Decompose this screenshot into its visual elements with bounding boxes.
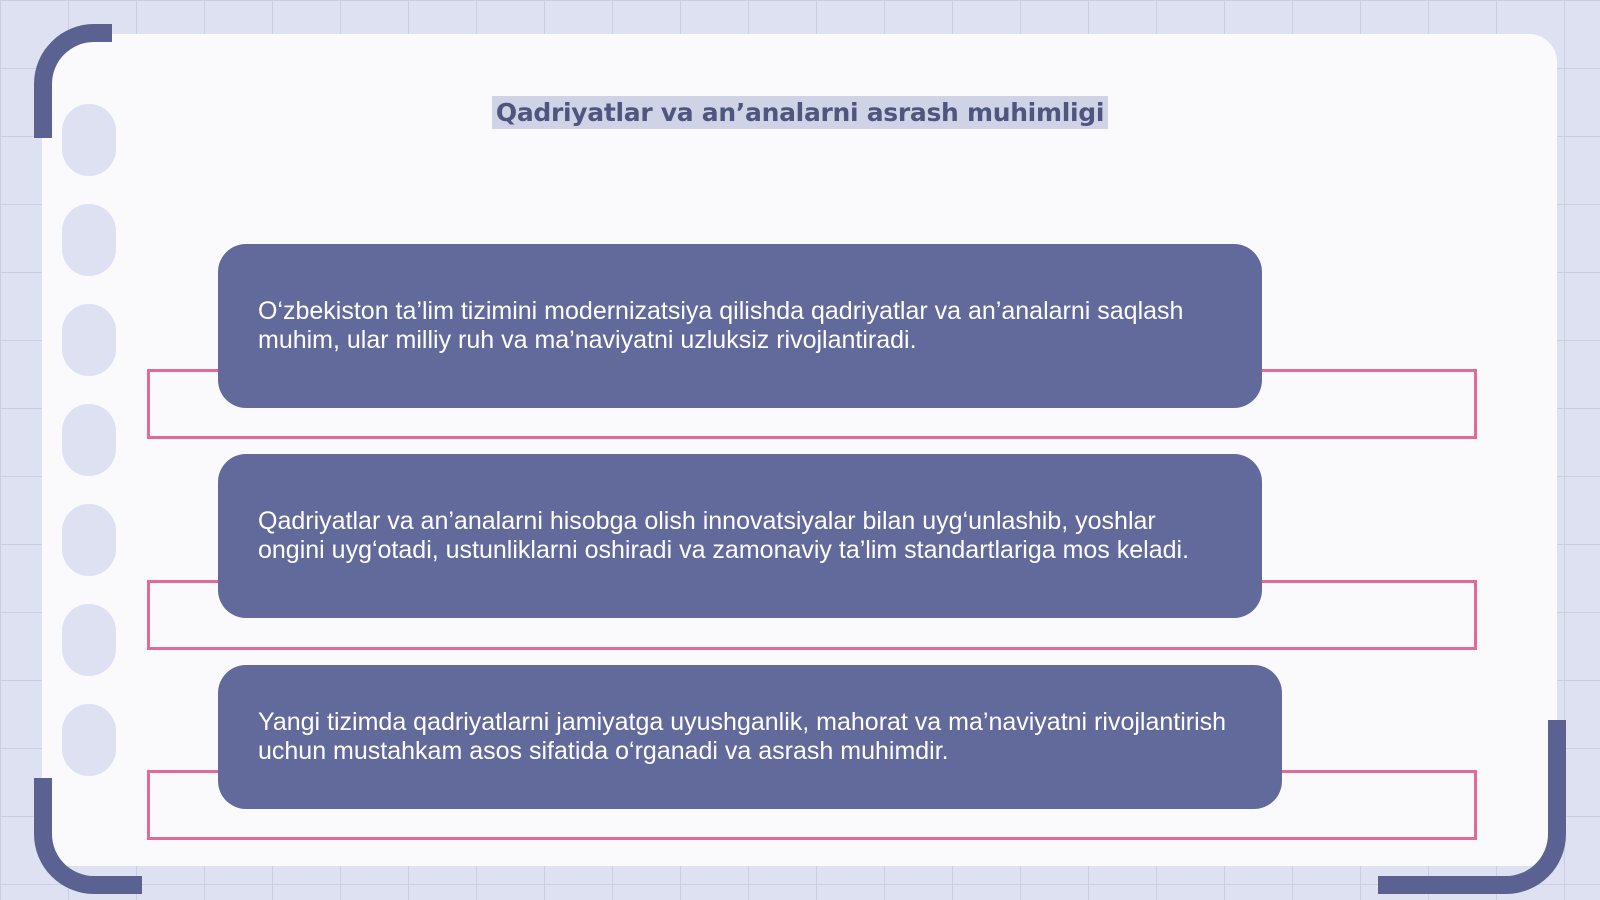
binder-hole xyxy=(62,204,116,276)
text-card[interactable] xyxy=(218,454,1262,618)
binder-hole xyxy=(62,404,116,476)
card-text: Qadriyatlar va an’analarni hisobga olish innovatsiyalar bilan uyg‘unlashib, yoshlar ongini uyg‘otadi, ustunliklarni oshiradi va zamonaviy ta’lim standartlariga mos keladi. xyxy=(258,507,1190,564)
corner-bracket-bottom-left xyxy=(34,778,142,894)
binder-hole xyxy=(62,304,116,376)
text-card[interactable] xyxy=(218,244,1262,408)
card-text: Yangi tizimda qadriyatlarni jamiyatga uyushganlik, mahorat va ma’naviyatni rivojlantirish uchun mustahkam asos sifatida o‘rganadi va asrash muhimdir. xyxy=(258,708,1227,765)
text-card[interactable] xyxy=(218,665,1282,809)
binder-hole xyxy=(62,604,116,676)
binder-hole xyxy=(62,704,116,776)
card-text: O‘zbekiston ta’lim tizimini modernizatsiya qilishda qadriyatlar va an’analarni saqlash muhim, ular milliy ruh va ma’naviyatni uzluksiz rivojlantiradi. xyxy=(258,297,1184,354)
binder-hole xyxy=(62,504,116,576)
slide-title[interactable]: Qadriyatlar va an’analarni asrash muhimligi xyxy=(492,96,1108,129)
title-container xyxy=(0,96,1600,129)
